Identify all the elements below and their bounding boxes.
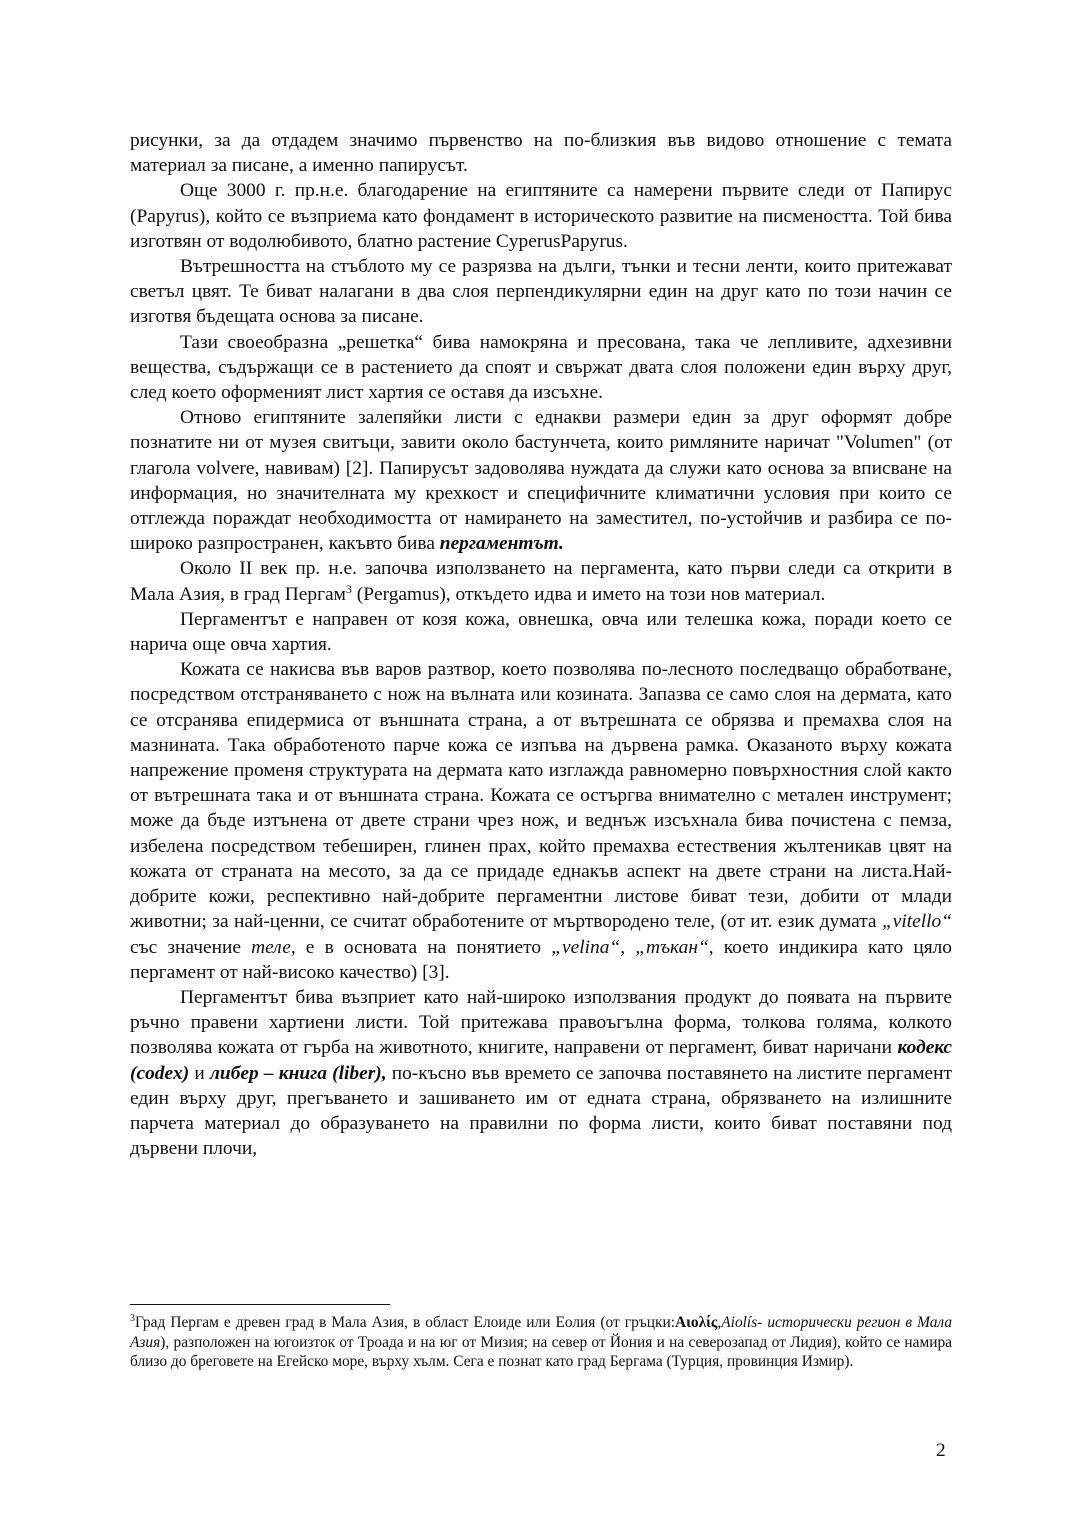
paragraph: Още 3000 г. пр.н.е. благодарение на египтяните са намерени първите следи от Папирус (Papyrus), който се възприема като фондамент в историческото развитие на писмеността. Той бива изготвян от водолюбивото, блатно растение CyperusPapyrus. [130, 180, 952, 252]
paragraph: Пергаментът бива възприет като най-широко използвания продукт до появата на първите ръчно правени хартиени листи. Той притежава правоъгълна форма, толкова голяма, колкото позволява кожата от гърба на животното, книгите, направени от пергамент, биват наричани кодекс (codex) и либер – книга (liber), по-късно във времето се започва поставянето на листите пергамент един върху друг, прегъването и зашиването им от едната страна, обрязването на излишните парчета материал до образуването на правилни по форма листи, които биват поставяни под дървени плочи, [130, 986, 952, 1160]
footnote: $^3$Град Пергам е древен град в Мала Азия, в област Елоиде или Еолия (от гръцки:Αιολίς,Aiolís- исторически регион в Мала Азия), разположен на югоизток от Троада и на юг от Мизия; на север от Йония и на северозапад от Лидия), който се намира близо до бреговете на Егейско море, върху хълм. Сега е познат като град Бергама (Турция, провинция Измир). [130, 1313, 953, 1370]
page-number: 2 [936, 1440, 946, 1461]
paragraph: Около II век пр. н.е. започва използването на пергамента, като първи следи са открити в Мала Азия, в град Пергам$^3$ (Pergamus), откъдето идва и името на този нов материал. [130, 558, 952, 605]
term-liber: либер – книга (liber), [209, 1062, 387, 1084]
footnote-ref[interactable]: 3 [345, 581, 352, 596]
paragraph: рисунки, за да отдадем значимо първенство на по-близкия във видово отношение с темата материал за писане, а именно папирусът. [130, 130, 952, 177]
paragraph: Кожата се накисва във варов разтвор, което позволява по-лесното последващо обработване, посредством отстраняването с нож на вълната или козината. Запазва се само слоя на дермата, като се отсранява епидермиса от външната страна, а от вътрешната се обрязва и премахва слоя на мазнината. Така обработеното парче кожа се изпъва на дървена рамка. Оказаното върху кожата напрежение променя структурата на дермата като изглажда равномерно повърхностния слой както от вътрешната така и от външната страна. Кожата се остъргва внимателно с метален инструмент; може да бъде изтънена от двете страни чрез нож, и веднъж изсъхнала бива почистена с пемза, избелена посредством тебеширен, глинен прах, който премахва естествения жълтеникав цвят на кожата от страната на месото, за да се придаде еднакъв аспект на двете страни на листа.Най-добрите кожи, респективно най-добрите пергаментни листове биват тези, добити от млади животни; за най-ценни, се считат обработените от мъртвородено теле, (от ит. език думата „vitello“ със значение теле, е в основата на понятието „velina“, „тъкан“, което индикира като цяло пергамент от най-високо качество) [3]. [130, 659, 952, 983]
footnote-number: 3 [130, 1313, 135, 1324]
term-codex: кодекс (codex) [130, 1037, 952, 1084]
document-body [130, 128, 952, 1161]
term-parchment: пергаментът. [439, 533, 564, 555]
paragraph: Тази своеобразна „решетка“ бива намокряна и пресована, така че лепливите, адхезивни вещества, съдържащи се в растението да споят и свържат двата слоя положени един върху друг, след което оформеният лист хартия се оставя да изсъхне. [130, 331, 952, 404]
footnote-separator [130, 1304, 390, 1305]
paragraph: Пергаментът е направен от козя кожа, овнешка, овча или телешка кожа, поради което се нарича още овча хартия. [130, 608, 952, 656]
paragraph: Вътрешността на стъблото му се разрязва на дълги, тънки и тесни ленти, които притежават светъл цвят. Те биват налагани в два слоя перпендикулярни един на друг като по този начин се изготвя бъдещата основа за писане. [130, 256, 952, 328]
paragraph: Отново египтяните залепяйки листи с еднакви размери един за друг оформят добре познатите ни от музея свитъци, завити около бастунчета, които римляните наричат "Volumen" (от глагола volvere, навивам) [2]. Папирусът задоволява нуждата да служи като основа за вписване на информация, но значителната му крехкост и специфичните климатични условия при които се отглежда пораждат необходимостта от намирането на заместител, по-устойчив и разбира се по-широко разпространен, какъвто бива пергаментът. [130, 407, 952, 555]
